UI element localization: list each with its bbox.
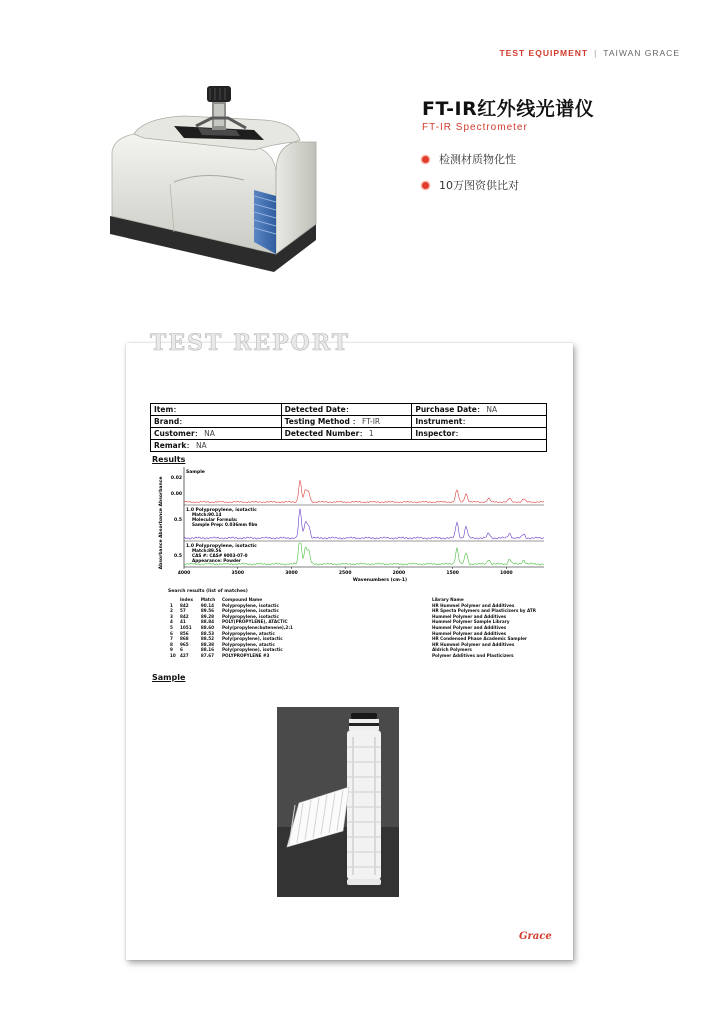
info-cell-customer: Customer： NA <box>151 428 282 440</box>
table-cell: Polypropylene, atactic <box>221 641 275 647</box>
panel-info-line: Sample Prep: 0.036mm film <box>192 522 258 527</box>
table-cell: 88.53 <box>200 630 215 636</box>
feature-text: 检测材质物化性 <box>439 153 516 166</box>
report-heading: TEST REPORT <box>150 330 351 356</box>
table-cell: 3 <box>170 613 173 619</box>
search-results-title: Search results (list of matches) <box>168 589 248 594</box>
table-cell: Poly(propylene), isotactic <box>221 636 283 642</box>
panel-info-line: Molecular Formula: <box>192 517 238 522</box>
table-cell: 4 <box>170 619 173 625</box>
table-cell: Aldrich Polymers <box>431 647 472 653</box>
table-cell: 57 <box>179 608 186 614</box>
info-row <box>151 416 547 428</box>
feature-item <box>422 146 519 172</box>
table-cell: Poly(propylene), isotactic <box>221 647 283 653</box>
table-cell: 6 <box>170 630 173 636</box>
results-header-cell: Compound Name <box>221 597 263 602</box>
info-row <box>151 440 547 452</box>
x-tick-label: 2500 <box>338 571 352 576</box>
info-row <box>151 404 547 416</box>
table-cell: 88.52 <box>200 636 215 642</box>
table-cell: Hummel Polymer and Additives <box>431 624 507 630</box>
panel-info-line: Match:90.14 <box>192 512 222 517</box>
table-cell: 8 <box>170 641 173 647</box>
table-cell: 88.38 <box>200 641 215 647</box>
spectrum-trace-1 <box>184 480 544 503</box>
x-tick-label: 1500 <box>446 571 459 576</box>
results-header-cell: Match <box>200 597 216 602</box>
header-company: TAIWAN GRACE <box>603 48 680 58</box>
grace-logo: Grace <box>519 931 552 942</box>
x-tick-label: 1000 <box>500 571 513 576</box>
table-cell: 6 <box>179 647 183 653</box>
info-cell-purchase-date: Purchase Date： NA <box>412 404 547 416</box>
info-cell-brand: Brand： <box>151 416 282 428</box>
info-cell-inspector: Inspector： <box>412 428 547 440</box>
sample-filter-photo <box>277 707 399 897</box>
info-cell-detected-date: Detected Date： <box>281 404 412 416</box>
panel-title: 1.0 Polypropylene, isotactic <box>186 544 257 549</box>
table-cell: 868 <box>179 636 189 642</box>
table-cell: 10 <box>170 652 176 658</box>
test-report-sheet <box>126 343 573 960</box>
product-subtitle: FT-IR Spectrometer <box>422 122 528 133</box>
table-cell: Polymer Additives and Plasticizers <box>431 652 514 658</box>
table-cell: 89.28 <box>200 613 215 619</box>
table-cell: Hummel Polymer and Additives <box>431 630 507 636</box>
header-tagline <box>499 48 680 58</box>
y-tick-label: 0.5 <box>174 554 182 559</box>
ir-spectrum-plot <box>148 465 548 585</box>
x-tick-label: 2000 <box>392 571 406 576</box>
spectrum-ylabel: Absorbance Absorbance Absorbance <box>159 476 164 570</box>
panel-info-line: Appearance: Powder <box>192 558 241 563</box>
table-cell: Poly(propylene:butenene),2:1 <box>221 624 293 630</box>
feature-item <box>422 172 519 198</box>
panel-title: Sample <box>186 470 205 475</box>
table-cell: HR Specta Polymers and Plasticizers by ATR <box>431 608 536 614</box>
table-cell: HR Hummel Polymer and Additives <box>431 641 515 647</box>
table-cell: 1 <box>170 602 173 608</box>
table-cell: 88.60 <box>200 624 215 630</box>
x-tick-label: 4000 <box>177 571 191 576</box>
spectrum-xlabel: Wavenumbers (cm-1) <box>352 578 408 583</box>
product-title: FT-IR红外线光谱仪 <box>422 98 595 120</box>
y-tick-label: 0.02 <box>170 476 182 481</box>
table-cell: POLYPROPYLENE #3 <box>221 652 270 658</box>
info-cell-detected-number: Detected Number： 1 <box>281 428 412 440</box>
table-cell: Polypropylene, isotactic <box>221 602 279 608</box>
table-cell: 41 <box>179 619 186 625</box>
panel-info-line: Match:89.56 <box>192 548 222 553</box>
table-cell: 7 <box>170 636 173 642</box>
search-results-table <box>168 597 538 659</box>
table-cell: Polypropylene, isotactic <box>221 613 279 619</box>
table-cell: 9 <box>170 647 173 653</box>
table-cell: 90.14 <box>200 602 215 608</box>
table-cell: HR Hummel Polymer and Additives <box>431 602 515 608</box>
info-cell-testing-method: Testing Method ： FT-IR <box>281 416 412 428</box>
results-label: Results <box>152 455 186 464</box>
info-row <box>151 428 547 440</box>
table-cell: Hummel Polymer Sample Library <box>431 619 510 625</box>
x-tick-label: 3500 <box>231 571 244 576</box>
table-cell: 2 <box>170 608 173 614</box>
x-tick-label: 3000 <box>285 571 298 576</box>
sample-label: Sample <box>152 673 186 682</box>
report-info-table <box>150 403 547 452</box>
table-cell: 1051 <box>179 624 192 630</box>
panel-title: 1.0 Polypropylene, isotactic <box>186 508 257 513</box>
table-cell: 842 <box>179 602 189 608</box>
table-cell: 88.84 <box>200 619 215 625</box>
table-cell: 88.16 <box>200 647 215 653</box>
table-cell: HR Condensed Phase Academic Sampler <box>431 636 527 642</box>
table-cell: 427 <box>179 652 189 658</box>
table-cell: 842 <box>179 613 189 619</box>
table-cell: Polypropylene, isotactic <box>221 608 279 614</box>
table-cell: 87.67 <box>200 652 215 658</box>
spectrometer-image <box>104 82 322 274</box>
panel-info-line: CAS #: CAS# 9003-07-0 <box>192 553 248 558</box>
table-cell: 965 <box>179 641 189 647</box>
table-cell: 856 <box>179 630 189 636</box>
results-header-cell: Index <box>179 597 194 602</box>
bullet-dot-icon <box>422 182 429 189</box>
info-cell-item: Item： <box>151 404 282 416</box>
header-category: TEST EQUIPMENT <box>499 48 589 58</box>
y-tick-label: 0.00 <box>170 492 182 497</box>
results-header-cell: Library Name <box>431 597 464 602</box>
info-cell-instrument: Instrument： <box>412 416 547 428</box>
table-row <box>168 653 538 659</box>
table-cell: 89.56 <box>200 608 215 614</box>
info-cell-remark: Remark： NA <box>151 440 547 452</box>
feature-text: 10万图资供比对 <box>439 179 519 192</box>
bullet-dot-icon <box>422 156 429 163</box>
table-cell: Hummel Polymer and Additives <box>431 613 507 619</box>
feature-list <box>422 146 519 198</box>
y-tick-label: 0.5 <box>174 518 182 523</box>
table-cell: 5 <box>170 624 173 630</box>
table-cell: Polypropylene, atactic <box>221 630 275 636</box>
header-separator: | <box>594 48 598 58</box>
table-cell: POLY(PROPYLENE), ATACTIC <box>221 619 288 625</box>
